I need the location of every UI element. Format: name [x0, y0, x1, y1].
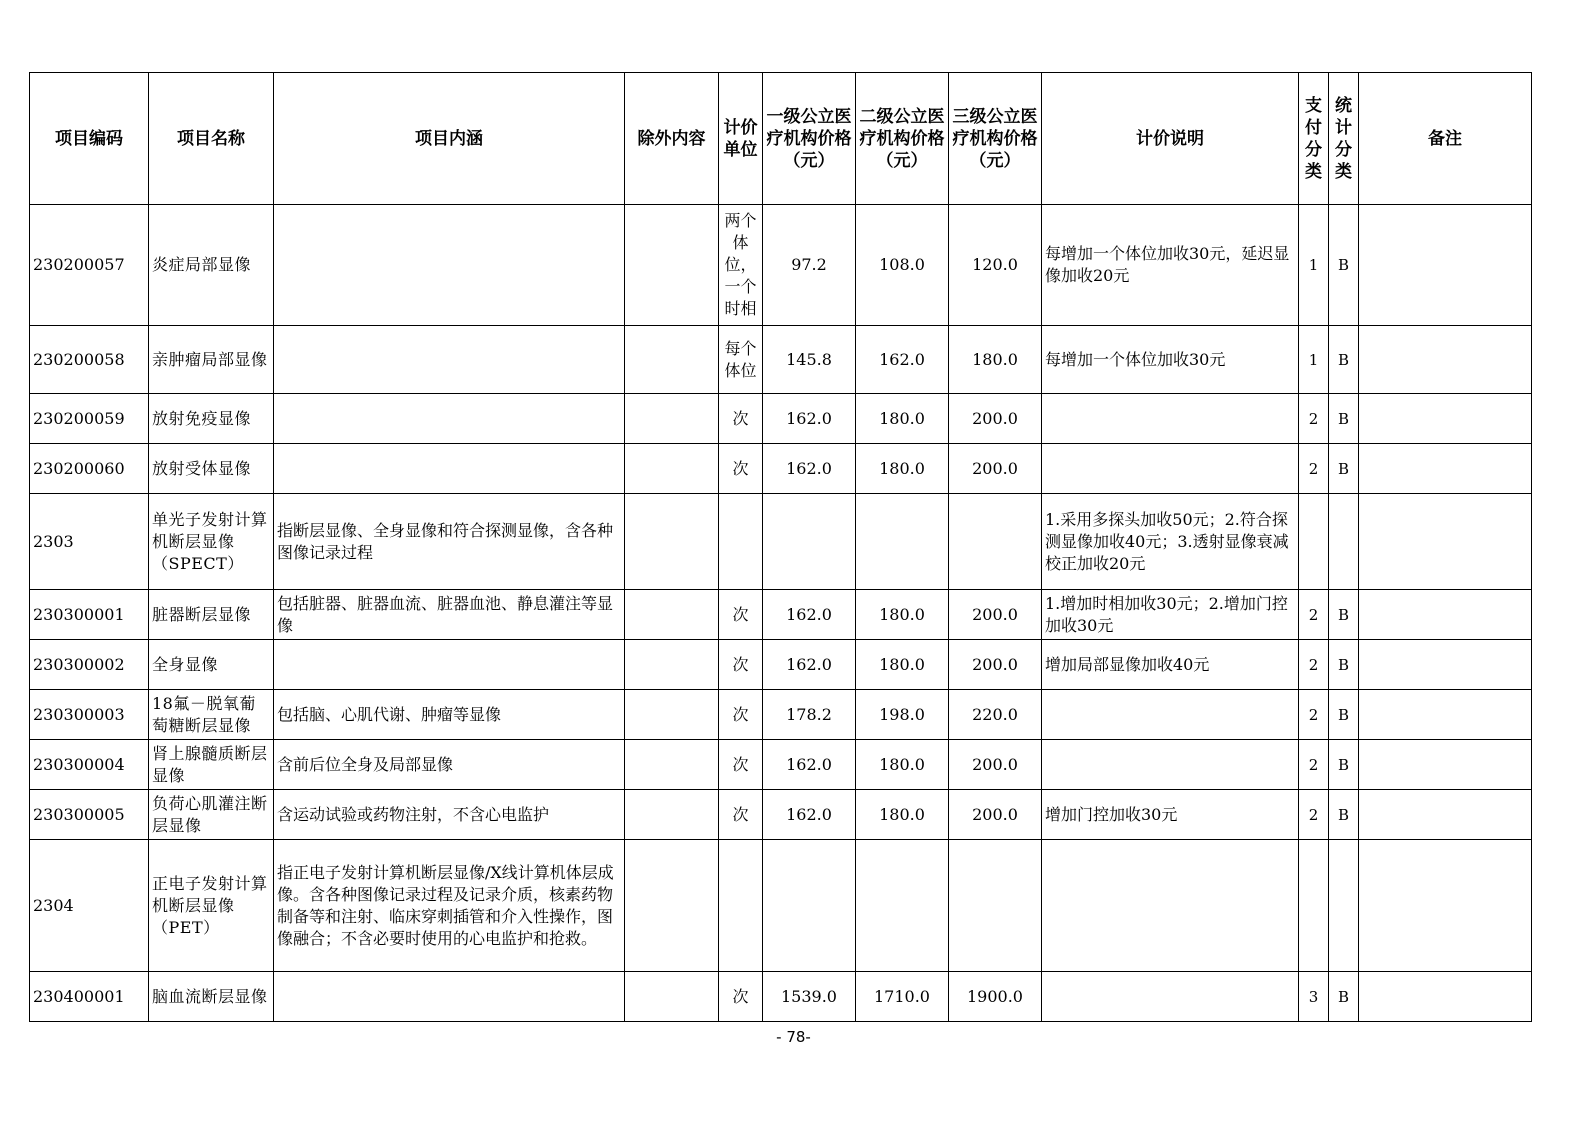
cell-remark — [1359, 394, 1532, 444]
cell-price-level2 — [856, 840, 949, 972]
cell-price-level3: 180.0 — [949, 326, 1042, 394]
header-payment: 支付分类 — [1299, 73, 1329, 205]
cell-description — [1042, 690, 1299, 740]
cell-statistic: B — [1329, 394, 1359, 444]
cell-name: 脏器断层显像 — [149, 590, 274, 640]
cell-statistic: B — [1329, 590, 1359, 640]
header-code: 项目编码 — [30, 73, 149, 205]
table-row — [30, 205, 1532, 326]
cell-statistic — [1329, 840, 1359, 972]
cell-code: 230200057 — [30, 205, 149, 326]
cell-exclusion — [625, 640, 719, 690]
table-row — [30, 394, 1532, 444]
cell-remark — [1359, 205, 1532, 326]
cell-payment: 2 — [1299, 790, 1329, 840]
cell-statistic: B — [1329, 790, 1359, 840]
cell-code: 230300004 — [30, 740, 149, 790]
cell-exclusion — [625, 972, 719, 1022]
cell-unit: 次 — [719, 590, 763, 640]
cell-price-level2: 180.0 — [856, 640, 949, 690]
cell-exclusion — [625, 494, 719, 590]
cell-code: 230200060 — [30, 444, 149, 494]
cell-unit: 次 — [719, 972, 763, 1022]
cell-name: 脑血流断层显像 — [149, 972, 274, 1022]
cell-remark — [1359, 740, 1532, 790]
cell-name: 炎症局部显像 — [149, 205, 274, 326]
cell-exclusion — [625, 740, 719, 790]
cell-exclusion — [625, 326, 719, 394]
cell-name: 亲肿瘤局部显像 — [149, 326, 274, 394]
cell-description — [1042, 740, 1299, 790]
cell-content: 包括脑、心肌代谢、肿瘤等显像 — [274, 690, 625, 740]
cell-payment: 2 — [1299, 590, 1329, 640]
cell-statistic: B — [1329, 640, 1359, 690]
cell-price-level1: 162.0 — [763, 790, 856, 840]
cell-unit: 次 — [719, 690, 763, 740]
cell-code: 230200058 — [30, 326, 149, 394]
cell-content: 指断层显像、全身显像和符合探测显像，含各种图像记录过程 — [274, 494, 625, 590]
table-header-row — [30, 73, 1532, 205]
table-row — [30, 790, 1532, 840]
cell-code: 230300002 — [30, 640, 149, 690]
cell-price-level3: 200.0 — [949, 590, 1042, 640]
cell-price-level2: 198.0 — [856, 690, 949, 740]
cell-name: 肾上腺髓质断层显像 — [149, 740, 274, 790]
cell-price-level3: 200.0 — [949, 444, 1042, 494]
header-price-level1: 一级公立医疗机构价格（元） — [763, 73, 856, 205]
cell-exclusion — [625, 444, 719, 494]
cell-price-level1: 178.2 — [763, 690, 856, 740]
cell-unit: 次 — [719, 740, 763, 790]
cell-remark — [1359, 640, 1532, 690]
cell-unit: 两个体位，一个时相 — [719, 205, 763, 326]
cell-price-level1: 97.2 — [763, 205, 856, 326]
cell-payment — [1299, 840, 1329, 972]
table-row — [30, 494, 1532, 590]
cell-price-level2 — [856, 494, 949, 590]
cell-code: 230200059 — [30, 394, 149, 444]
cell-price-level2: 180.0 — [856, 590, 949, 640]
cell-statistic: B — [1329, 205, 1359, 326]
table-row — [30, 840, 1532, 972]
cell-description — [1042, 444, 1299, 494]
cell-exclusion — [625, 394, 719, 444]
header-remark: 备注 — [1359, 73, 1532, 205]
cell-price-level3 — [949, 494, 1042, 590]
cell-price-level3: 200.0 — [949, 640, 1042, 690]
cell-price-level2: 162.0 — [856, 326, 949, 394]
cell-unit — [719, 840, 763, 972]
cell-price-level3: 220.0 — [949, 690, 1042, 740]
cell-exclusion — [625, 590, 719, 640]
cell-price-level2: 1710.0 — [856, 972, 949, 1022]
cell-exclusion — [625, 840, 719, 972]
cell-price-level3: 1900.0 — [949, 972, 1042, 1022]
cell-code: 230300003 — [30, 690, 149, 740]
cell-name: 负荷心肌灌注断层显像 — [149, 790, 274, 840]
cell-unit: 次 — [719, 640, 763, 690]
cell-price-level1 — [763, 840, 856, 972]
cell-content: 含运动试验或药物注射，不含心电监护 — [274, 790, 625, 840]
cell-price-level3: 200.0 — [949, 740, 1042, 790]
cell-code: 230300001 — [30, 590, 149, 640]
cell-name: 18氟－脱氧葡萄糖断层显像 — [149, 690, 274, 740]
cell-unit — [719, 494, 763, 590]
cell-name: 放射受体显像 — [149, 444, 274, 494]
cell-description: 每增加一个体位加收30元 — [1042, 326, 1299, 394]
cell-payment: 2 — [1299, 690, 1329, 740]
cell-remark — [1359, 840, 1532, 972]
cell-content — [274, 972, 625, 1022]
cell-payment: 1 — [1299, 205, 1329, 326]
cell-price-level3: 200.0 — [949, 394, 1042, 444]
cell-remark — [1359, 972, 1532, 1022]
header-price-level3: 三级公立医疗机构价格（元） — [949, 73, 1042, 205]
cell-content — [274, 205, 625, 326]
table-row — [30, 640, 1532, 690]
cell-name: 单光子发射计算机断层显像（SPECT） — [149, 494, 274, 590]
header-content: 项目内涵 — [274, 73, 625, 205]
cell-unit: 次 — [719, 444, 763, 494]
cell-exclusion — [625, 690, 719, 740]
cell-remark — [1359, 790, 1532, 840]
cell-price-level1: 162.0 — [763, 394, 856, 444]
header-unit: 计价单位 — [719, 73, 763, 205]
cell-remark — [1359, 590, 1532, 640]
cell-price-level2: 180.0 — [856, 790, 949, 840]
cell-price-level3: 200.0 — [949, 790, 1042, 840]
cell-content: 含前后位全身及局部显像 — [274, 740, 625, 790]
cell-description: 1.增加时相加收30元；2.增加门控加收30元 — [1042, 590, 1299, 640]
cell-remark — [1359, 326, 1532, 394]
cell-content: 指正电子发射计算机断层显像/X线计算机体层成像。含各种图像记录过程及记录介质，核素药物制备等和注射、临床穿刺插管和介入性操作，图像融合；不含必要时使用的心电监护和抢救。 — [274, 840, 625, 972]
cell-exclusion — [625, 205, 719, 326]
header-price-level2: 二级公立医疗机构价格（元） — [856, 73, 949, 205]
cell-code: 230300005 — [30, 790, 149, 840]
cell-payment — [1299, 494, 1329, 590]
cell-price-level3 — [949, 840, 1042, 972]
cell-payment: 1 — [1299, 326, 1329, 394]
cell-description: 每增加一个体位加收30元，延迟显像加收20元 — [1042, 205, 1299, 326]
header-name: 项目名称 — [149, 73, 274, 205]
cell-payment: 2 — [1299, 640, 1329, 690]
cell-code: 2304 — [30, 840, 149, 972]
cell-unit: 次 — [719, 790, 763, 840]
cell-content — [274, 444, 625, 494]
cell-name: 全身显像 — [149, 640, 274, 690]
cell-description — [1042, 972, 1299, 1022]
table-row — [30, 326, 1532, 394]
cell-price-level2: 180.0 — [856, 444, 949, 494]
cell-remark — [1359, 690, 1532, 740]
cell-price-level3: 120.0 — [949, 205, 1042, 326]
cell-statistic: B — [1329, 972, 1359, 1022]
cell-content — [274, 394, 625, 444]
cell-price-level1: 162.0 — [763, 640, 856, 690]
cell-content — [274, 326, 625, 394]
cell-payment: 2 — [1299, 444, 1329, 494]
cell-price-level1: 162.0 — [763, 444, 856, 494]
price-table — [29, 72, 1532, 1022]
cell-price-level1: 145.8 — [763, 326, 856, 394]
page-number: - 78- — [776, 1028, 811, 1046]
table-body — [30, 205, 1532, 1022]
cell-price-level1: 162.0 — [763, 590, 856, 640]
cell-payment: 2 — [1299, 740, 1329, 790]
cell-price-level2: 108.0 — [856, 205, 949, 326]
header-exclusion: 除外内容 — [625, 73, 719, 205]
cell-unit: 次 — [719, 394, 763, 444]
cell-price-level1 — [763, 494, 856, 590]
table-row — [30, 690, 1532, 740]
cell-price-level1: 162.0 — [763, 740, 856, 790]
cell-statistic: B — [1329, 326, 1359, 394]
cell-statistic: B — [1329, 740, 1359, 790]
cell-remark — [1359, 494, 1532, 590]
table-row — [30, 444, 1532, 494]
cell-description — [1042, 840, 1299, 972]
table-row — [30, 740, 1532, 790]
cell-content: 包括脏器、脏器血流、脏器血池、静息灌注等显像 — [274, 590, 625, 640]
cell-name: 正电子发射计算机断层显像（PET） — [149, 840, 274, 972]
cell-price-level1: 1539.0 — [763, 972, 856, 1022]
cell-content — [274, 640, 625, 690]
cell-code: 230400001 — [30, 972, 149, 1022]
cell-statistic: B — [1329, 444, 1359, 494]
table-row — [30, 972, 1532, 1022]
cell-name: 放射免疫显像 — [149, 394, 274, 444]
cell-price-level2: 180.0 — [856, 394, 949, 444]
cell-unit: 每个体位 — [719, 326, 763, 394]
cell-statistic: B — [1329, 690, 1359, 740]
header-statistic: 统计分类 — [1329, 73, 1359, 205]
cell-description: 1.采用多探头加收50元；2.符合探测显像加收40元；3.透射显像衰减校正加收20元 — [1042, 494, 1299, 590]
cell-description: 增加门控加收30元 — [1042, 790, 1299, 840]
cell-payment: 3 — [1299, 972, 1329, 1022]
cell-description: 增加局部显像加收40元 — [1042, 640, 1299, 690]
header-description: 计价说明 — [1042, 73, 1299, 205]
cell-description — [1042, 394, 1299, 444]
cell-code: 2303 — [30, 494, 149, 590]
cell-price-level2: 180.0 — [856, 740, 949, 790]
cell-exclusion — [625, 790, 719, 840]
cell-statistic — [1329, 494, 1359, 590]
table-row — [30, 590, 1532, 640]
cell-payment: 2 — [1299, 394, 1329, 444]
cell-remark — [1359, 444, 1532, 494]
